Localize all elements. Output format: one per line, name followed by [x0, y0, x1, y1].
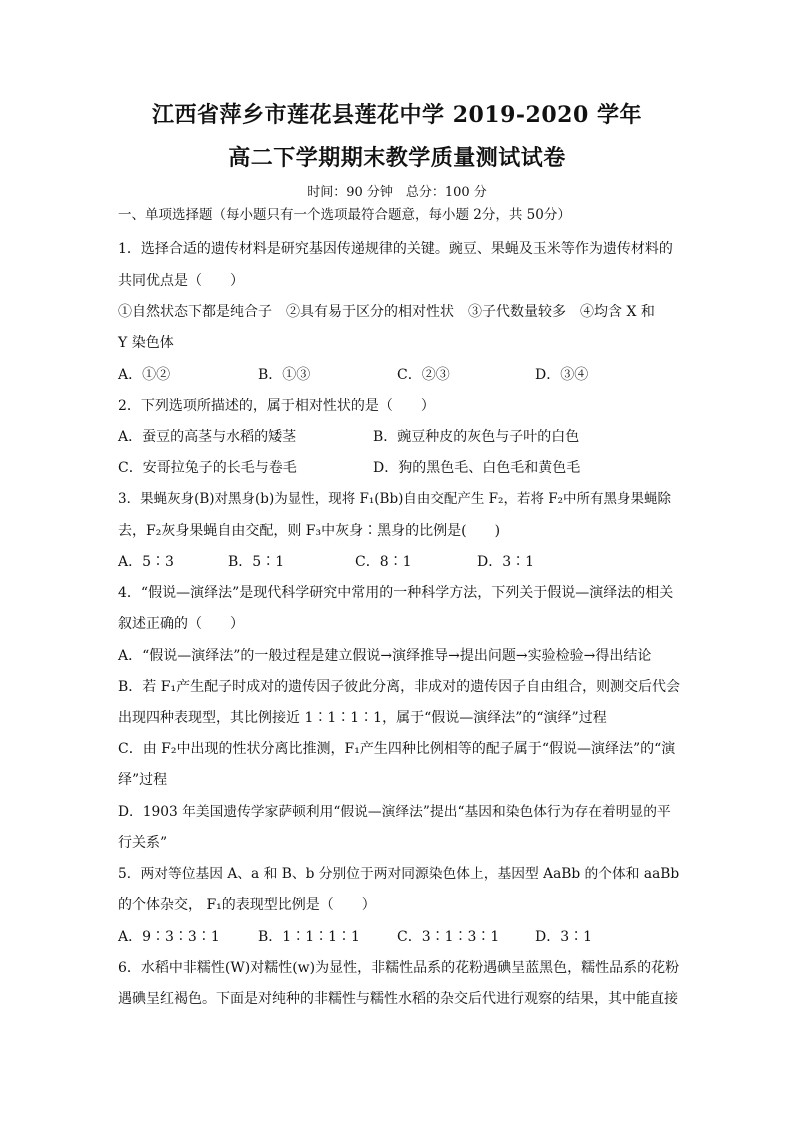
q3-stem-line2: 去，F₂灰身果蝇自由交配，则 F₃中灰身∶黑身的比例是( )	[118, 523, 501, 539]
q3-option-b: B．5∶1	[228, 554, 285, 570]
q1-list-line2: Y 染色体	[118, 335, 174, 351]
q5-option-d: D．3∶1	[535, 929, 593, 945]
q2-stem: 2．下列选项所描述的，属于相对性状的是（ ）	[118, 398, 435, 414]
q5-option-b: B．1∶1∶1∶1	[258, 929, 360, 945]
q3-option-d: D．3∶1	[477, 554, 535, 570]
q3-option-a: A．5∶3	[118, 554, 174, 570]
q4-option-d-line2: 行关系”	[118, 835, 168, 851]
q4-option-b-line2: 出现四种表现型，其比例接近 1∶1∶1∶1，属于“假说—演绎法”的“演绎”过程	[118, 710, 607, 726]
q4-option-a: A．“假说—演绎法”的一般过程是建立假说→演绎推导→提出问题→实验检验→得出结论	[118, 648, 652, 664]
q1-stem-line1: 1．选择合适的遗传材料是研究基因传递规律的关键。豌豆、果蝇及玉米等作为遗传材料的	[118, 241, 673, 257]
exam-title-line1: 江西省萍乡市莲花县莲花中学 2019-2020 学年	[152, 102, 642, 128]
q2-option-a: A．蚕豆的高茎与水稻的矮茎	[118, 429, 297, 445]
q4-option-d-line1: D．1903 年美国遗传学家萨顿利用“假说—演绎法”提出“基因和染色体行为存在着明显的平	[118, 804, 671, 820]
q4-stem-line2: 叙述正确的（ ）	[118, 616, 244, 632]
q3-stem-line1: 3．果蝇灰身(B)对黑身(b)为显性，现将 F₁(Bb)自由交配产生 F₂，若将 F₂中所有黑身果蝇除	[118, 491, 672, 507]
q1-stem-line2: 共同优点是（ ）	[118, 273, 244, 289]
q4-option-c-line2: 绎”过程	[118, 772, 168, 788]
q4-stem-line1: 4．“假说—演绎法”是现代科学研究中常用的一种科学方法，下列关于假说—演绎法的相关	[118, 585, 674, 601]
exam-meta: 时间：90 分钟 总分：100 分	[307, 185, 487, 200]
q1-option-c: C．②③	[397, 367, 450, 383]
section-heading: 一、单项选择题（每小题只有一个选项最符合题意，每小题 2分，共 50分）	[118, 207, 571, 223]
q5-stem-line2: 的个体杂交， F₁的表现型比例是（ ）	[118, 897, 376, 913]
q4-option-b-line1: B．若 F₁产生配子时成对的遗传因子彼此分离，非成对的遗传因子自由组合，则测交后代会	[118, 679, 681, 695]
q2-option-b: B．豌豆种皮的灰色与子叶的白色	[373, 429, 580, 445]
q4-option-c-line1: C．由 F₂中出现的性状分离比推测，F₁产生四种比例相等的配子属于“假说—演绎法”的“演	[118, 741, 676, 757]
q2-option-c: C．安哥拉兔子的长毛与卷毛	[118, 460, 297, 476]
q1-option-a: A．①②	[118, 367, 171, 383]
q1-option-d: D．③④	[535, 367, 589, 383]
exam-title-line2: 高二下学期期末教学质量测试试卷	[228, 145, 566, 171]
q5-stem-line1: 5．两对等位基因 A、a 和 B、b 分别位于两对同源染色体上，基因型 AaBb 的个体和 aaBb	[118, 866, 680, 882]
q6-stem-line1: 6．水稻中非糯性(W)对糯性(w)为显性，非糯性品系的花粉遇碘呈蓝黑色，糯性品系的花粉	[118, 960, 680, 976]
q6-stem-line2: 遇碘呈红褐色。下面是对纯种的非糯性与糯性水稻的杂交后代进行观察的结果，其中能直接	[118, 991, 678, 1007]
q2-option-d: D．狗的黑色毛、白色毛和黄色毛	[373, 460, 581, 476]
q3-option-c: C．8∶1	[355, 554, 412, 570]
q1-option-b: B．①③	[258, 367, 311, 383]
q1-list-line1: ①自然状态下都是纯合子 ②具有易于区分的相对性状 ③子代数量较多 ④均含 X 和	[118, 304, 655, 320]
q5-option-a: A．9∶3∶3∶1	[118, 929, 220, 945]
q5-option-c: C．3∶1∶3∶1	[397, 929, 500, 945]
